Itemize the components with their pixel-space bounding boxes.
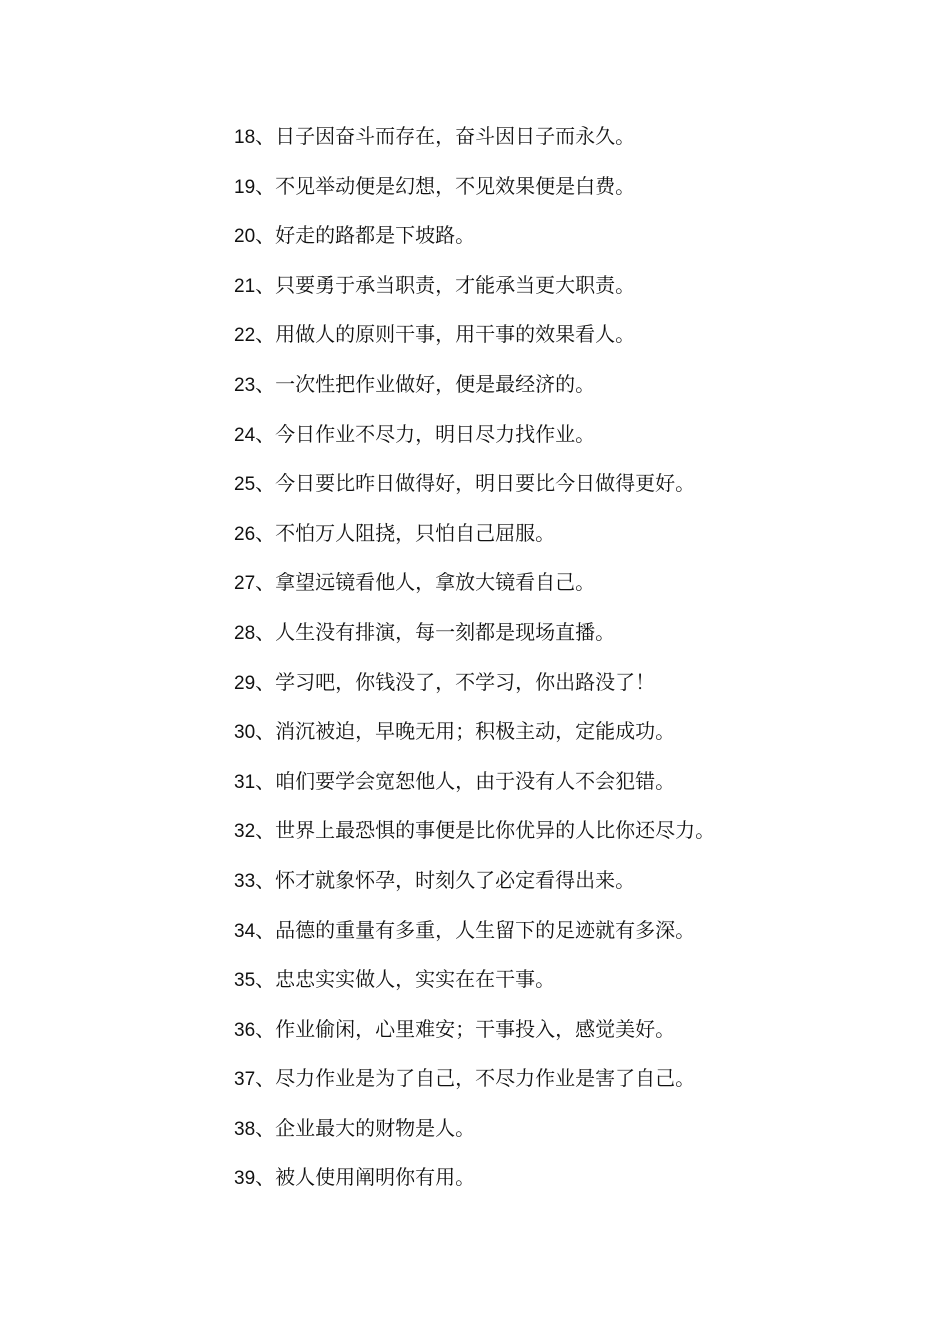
item-number: 21 — [234, 275, 256, 297]
item-separator: 、 — [255, 967, 276, 992]
item-text: 只要勇于承当职责，才能承当更大职责。 — [275, 272, 636, 297]
item-text: 怀才就象怀孕，时刻久了必定看得出来。 — [275, 867, 636, 892]
list-item — [234, 912, 914, 962]
item-separator: 、 — [255, 371, 276, 396]
item-number: 22 — [234, 325, 256, 347]
item-text: 拿望远镜看他人，拿放大镜看自己。 — [275, 570, 596, 595]
item-separator: 、 — [255, 1115, 276, 1140]
item-text: 被人使用阐明你有用。 — [275, 1165, 476, 1190]
item-separator: 、 — [255, 669, 276, 694]
item-text: 世界上最恐惧的事便是比你优异的人比你还尽力。 — [275, 818, 716, 843]
item-number: 32 — [234, 821, 256, 843]
list-item — [234, 713, 914, 763]
list-item — [234, 515, 914, 565]
list-item — [234, 564, 914, 614]
item-separator: 、 — [255, 719, 276, 744]
item-text: 品德的重量有多重，人生留下的足迹就有多深。 — [275, 917, 696, 942]
item-number: 26 — [234, 523, 256, 545]
item-separator: 、 — [255, 619, 276, 644]
list-item — [234, 316, 914, 366]
item-separator: 、 — [255, 322, 276, 347]
item-number: 37 — [234, 1069, 256, 1091]
quote-list — [234, 118, 914, 1209]
item-text: 咱们要学会宽恕他人，由于没有人不会犯错。 — [275, 768, 676, 793]
list-item — [234, 118, 914, 168]
item-separator: 、 — [255, 471, 276, 496]
list-item — [234, 1159, 914, 1209]
item-text: 一次性把作业做好，便是最经济的。 — [275, 371, 596, 396]
list-item — [234, 763, 914, 813]
item-number: 31 — [234, 771, 256, 793]
item-number: 18 — [234, 127, 256, 148]
list-item — [234, 366, 914, 416]
item-text: 日子因奋斗而存在，奋斗因日子而永久。 — [275, 124, 636, 148]
item-text: 不见举动便是幻想，不见效果便是白费。 — [275, 173, 636, 198]
list-item — [234, 217, 914, 267]
item-separator: 、 — [255, 917, 276, 942]
item-separator: 、 — [255, 768, 276, 793]
list-item — [234, 664, 914, 714]
item-text: 忠忠实实做人，实实在在干事。 — [275, 967, 556, 992]
item-number: 29 — [234, 672, 256, 694]
item-number: 20 — [234, 226, 256, 248]
item-separator: 、 — [255, 570, 276, 595]
item-text: 作业偷闲，心里难安；干事投入，感觉美好。 — [275, 1016, 676, 1041]
list-item — [234, 961, 914, 1011]
item-text: 今日作业不尽力，明日尽力找作业。 — [275, 421, 596, 446]
item-number: 28 — [234, 622, 256, 644]
item-separator: 、 — [255, 124, 276, 148]
item-number: 36 — [234, 1019, 256, 1041]
list-item — [234, 465, 914, 515]
item-number: 35 — [234, 970, 256, 992]
item-number: 39 — [234, 1168, 256, 1190]
item-separator: 、 — [255, 173, 276, 198]
item-text: 尽力作业是为了自己，不尽力作业是害了自己。 — [275, 1066, 696, 1091]
item-number: 38 — [234, 1118, 256, 1140]
item-number: 33 — [234, 870, 256, 892]
list-item — [234, 1011, 914, 1061]
item-text: 今日要比昨日做得好，明日要比今日做得更好。 — [275, 471, 696, 496]
item-text: 学习吧，你钱没了，不学习，你出路没了！ — [275, 669, 656, 694]
list-item — [234, 812, 914, 862]
item-text: 好走的路都是下坡路。 — [275, 223, 476, 248]
list-item — [234, 1110, 914, 1160]
list-item — [234, 1060, 914, 1110]
item-number: 30 — [234, 722, 256, 744]
item-text: 消沉被迫，早晚无用；积极主动，定能成功。 — [275, 719, 676, 744]
list-item — [234, 416, 914, 466]
item-separator: 、 — [255, 520, 276, 545]
item-text: 企业最大的财物是人。 — [275, 1115, 476, 1140]
item-number: 27 — [234, 573, 256, 595]
item-separator: 、 — [255, 1066, 276, 1091]
list-item — [234, 862, 914, 912]
item-separator: 、 — [255, 818, 276, 843]
list-item — [234, 267, 914, 317]
item-number: 25 — [234, 474, 256, 496]
item-number: 24 — [234, 424, 256, 446]
item-separator: 、 — [255, 421, 276, 446]
item-text: 人生没有排演，每一刻都是现场直播。 — [275, 619, 616, 644]
item-separator: 、 — [255, 1165, 276, 1190]
item-number: 23 — [234, 374, 256, 396]
item-text: 不怕万人阻挠，只怕自己屈服。 — [275, 520, 556, 545]
item-separator: 、 — [255, 1016, 276, 1041]
item-separator: 、 — [255, 867, 276, 892]
item-text: 用做人的原则干事，用干事的效果看人。 — [275, 322, 636, 347]
item-separator: 、 — [255, 272, 276, 297]
item-number: 19 — [234, 176, 256, 198]
list-item — [234, 614, 914, 664]
item-number: 34 — [234, 920, 256, 942]
item-separator: 、 — [255, 223, 276, 248]
list-item — [234, 168, 914, 218]
